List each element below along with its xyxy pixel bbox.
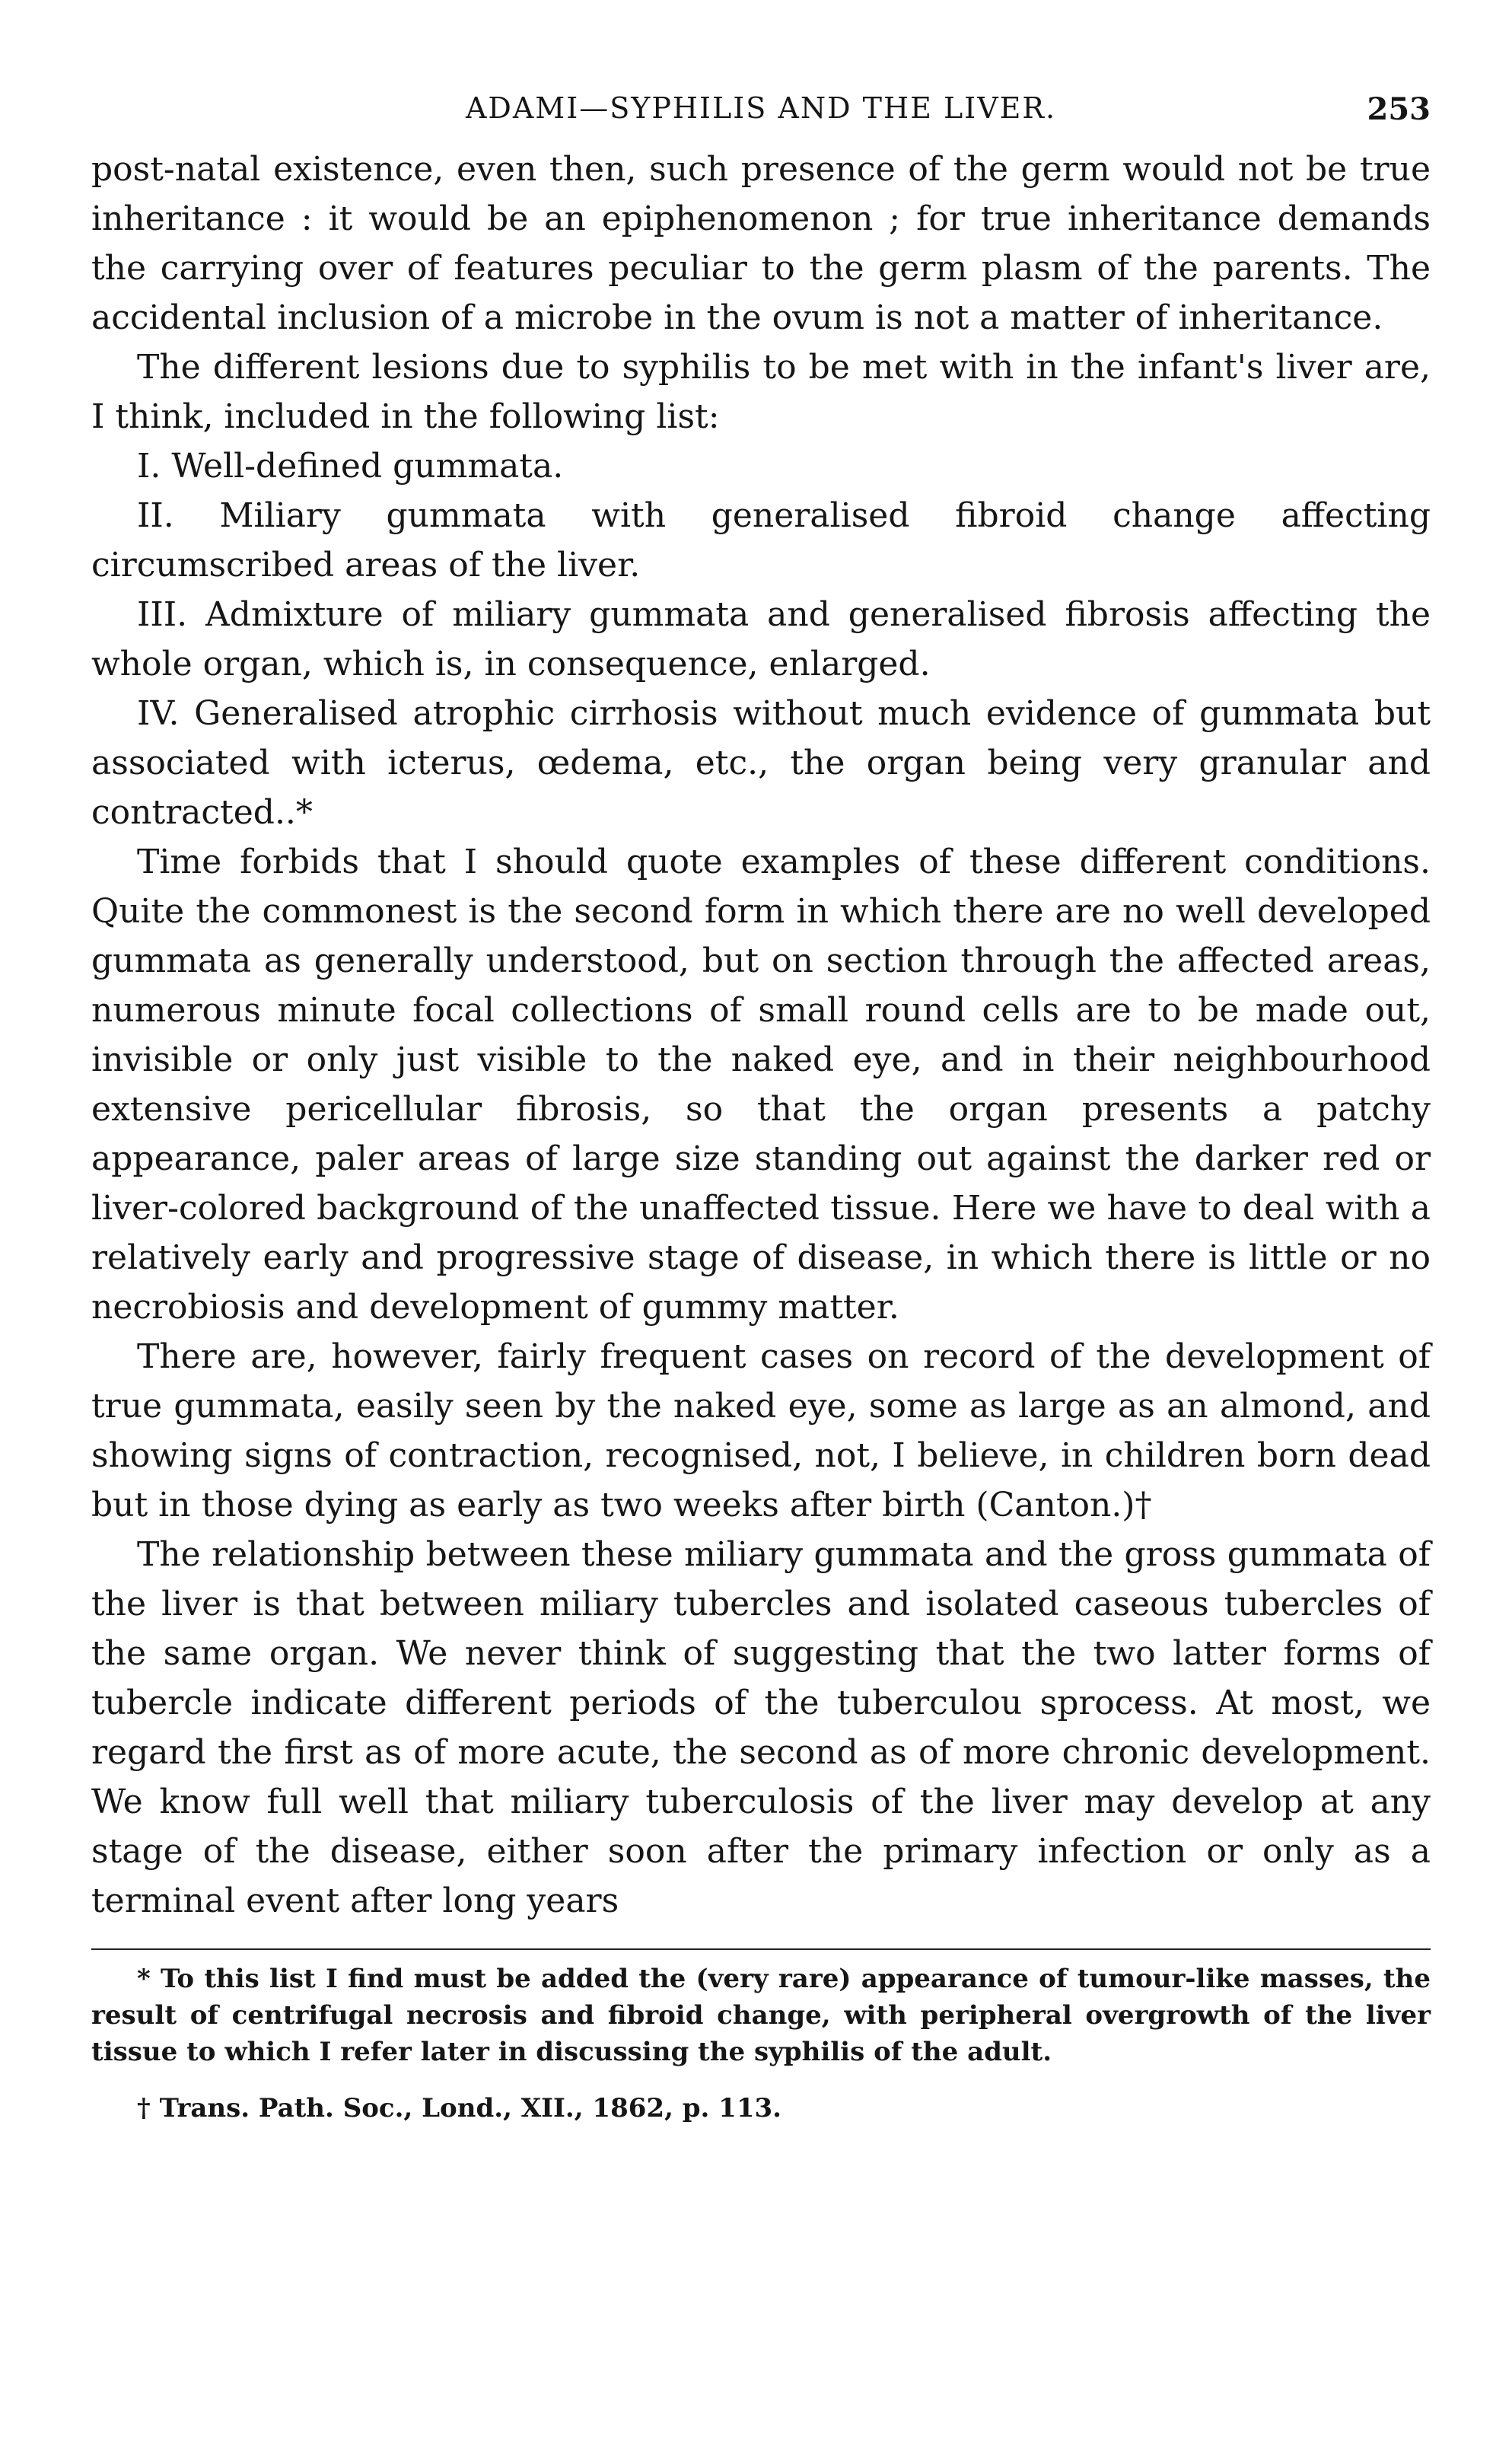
- running-title: ADAMI—SYPHILIS AND THE LIVER.: [465, 91, 1057, 125]
- footnotes: [91, 1961, 1431, 2127]
- paragraph-time-forbids: Time forbids that I should quote examples of these different conditions. Quite the commonest is the second form in which there are no well developed gummata as generally understood, but on section through the affected areas, numerous minute focal collections of small round cells are to be made out, invisible or only just visible to the naked eye, and in their neighbourhood extensive pericellular fibrosis, so that the organ presents a patchy appearance, paler areas of large size standing out against the darker red or liver-colored background of the unaffected tissue. Here we have to deal with a relatively early and progressive stage of disease, in which there is little or no necrobiosis and development of gummy matter.: [91, 843, 1431, 1327]
- list-item-i: I. Well-defined gummata.: [137, 447, 564, 486]
- body-text: [91, 145, 1431, 1926]
- page-number: 253: [1367, 91, 1431, 127]
- paragraph-true-gummata: There are, however, fairly frequent cases on record of the development of true gummata, easily seen by the naked eye, some as large as an almond, and showing signs of contraction, recognised, not, I believe, in children born dead but in those dying as early as two weeks after birth (Canton.)†: [91, 1337, 1431, 1524]
- footnote-rule: [91, 1948, 1431, 1950]
- list-item-iii: III. Admixture of miliary gummata and generalised fibrosis affecting the whole organ, which is, in consequence, enlarged.: [91, 595, 1431, 683]
- running-head: [91, 91, 1431, 137]
- footnote-dagger: † Trans. Path. Soc., Lond., XII., 1862, p. 113.: [137, 2093, 781, 2123]
- paragraph-relationship: The relationship between these miliary gummata and the gross gummata of the liver is that between miliary tubercles and isolated caseous tubercles of the same organ. We never think of suggesting that the two latter forms of tubercle indicate different periods of the tuberculou sprocess. At most, we regard the first as of more acute, the second as of more chronic development. We know full well that miliary tuberculosis of the liver may develop at any stage of the disease, either soon after the primary infection or only as a terminal event after long years: [91, 1535, 1431, 1920]
- paragraph-continued: post-natal existence, even then, such presence of the germ would not be true inheritance : it would be an epiphenomenon ; for true inheritance demands the carrying over of features peculiar to the germ plasm of the parents. The accidental inclusion of a microbe in the ovum is not a matter of inheritance.: [91, 150, 1431, 337]
- footnote-asterisk: * To this list I find must be added the (very rare) appearance of tumour-like masses, the result of centrifugal necrosis and fibroid change, with peripheral overgrowth of the liver tissue to which I refer later in discussing the syphilis of the adult.: [91, 1964, 1431, 2067]
- paragraph-lesions-intro: The different lesions due to syphilis to be met with in the infant's liver are, I think, included in the following list:: [91, 348, 1431, 436]
- list-item-ii: II. Miliary gummata with generalised fibroid change affecting circumscribed areas of the liver.: [91, 496, 1431, 585]
- list-item-iv: IV. Generalised atrophic cirrhosis without much evidence of gummata but associated with icterus, œdema, etc., the organ being very granular and contracted..*: [91, 694, 1431, 832]
- book-page: [91, 91, 1431, 2375]
